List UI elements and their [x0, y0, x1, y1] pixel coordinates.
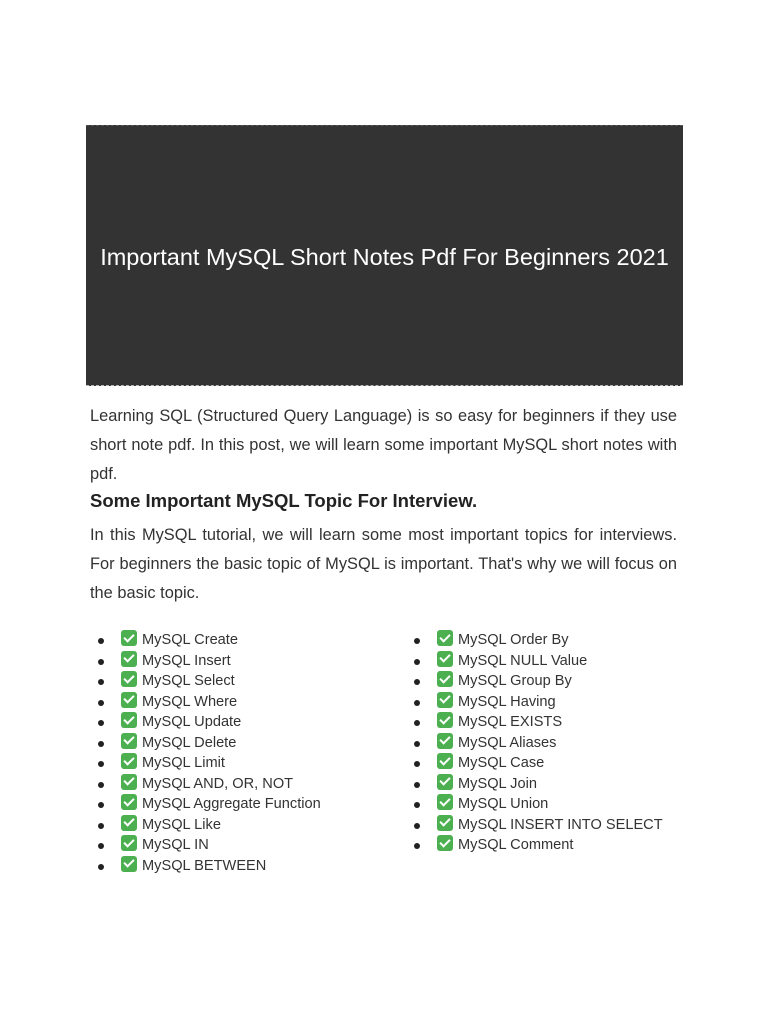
topic-label: MySQL NULL Value: [458, 652, 588, 669]
title-banner: [86, 125, 683, 386]
bullet-icon: [414, 679, 420, 685]
topic-label: MySQL EXISTS: [458, 714, 563, 730]
list-item: [98, 774, 321, 795]
topic-label: MySQL Create: [142, 632, 238, 648]
topic-label: MySQL Case: [458, 755, 545, 771]
topic-label: MySQL Update: [142, 714, 242, 730]
check-mark-icon: [437, 712, 453, 728]
bullet-icon: [98, 782, 104, 788]
bullet-icon: [98, 720, 104, 726]
check-mark-icon: [121, 630, 137, 646]
intro-paragraph: Learning SQL (Structured Query Language) is so easy for beginners if they use short note pdf. In this post, we will learn some important MySQL short notes with pdf.: [90, 407, 677, 483]
bullet-icon: [414, 761, 420, 767]
check-mark-icon: [121, 856, 137, 872]
bullet-icon: [414, 720, 420, 726]
bullet-icon: [98, 679, 104, 685]
bullet-icon: [414, 638, 420, 644]
list-item: [414, 794, 663, 815]
bullet-icon: [98, 802, 104, 808]
list-item: [98, 835, 321, 856]
topic-label: MySQL Join: [458, 775, 537, 792]
check-mark-icon: [121, 753, 137, 769]
topic-list-left: [98, 630, 321, 876]
topic-label: MySQL Where: [142, 693, 238, 710]
topic-label: MySQL Group By: [458, 673, 572, 689]
list-item: [98, 671, 321, 692]
list-item: [414, 733, 663, 754]
bullet-icon: [98, 843, 104, 849]
topic-label: MySQL BETWEEN: [142, 857, 267, 874]
list-item: [98, 794, 321, 815]
bullet-icon: [98, 638, 104, 644]
bullet-icon: [414, 659, 420, 665]
check-mark-icon: [437, 630, 453, 646]
check-mark-icon: [121, 815, 137, 831]
list-item: [98, 753, 321, 774]
list-item: [98, 651, 321, 672]
bullet-icon: [414, 843, 420, 849]
list-item: [414, 835, 663, 856]
topic-label: MySQL AND, OR, NOT: [142, 775, 294, 792]
list-item: [414, 630, 663, 651]
list-item: [414, 753, 663, 774]
bullet-icon: [414, 802, 420, 808]
topic-label: MySQL Insert: [142, 652, 231, 669]
bullet-icon: [98, 864, 104, 870]
list-item: [98, 712, 321, 733]
check-mark-icon: [121, 712, 137, 728]
check-mark-icon: [121, 835, 137, 851]
list-item: [98, 692, 321, 713]
check-mark-icon: [437, 692, 453, 708]
check-mark-icon: [437, 794, 453, 810]
check-mark-icon: [121, 671, 137, 687]
check-mark-icon: [121, 774, 137, 790]
topic-list-right: [414, 630, 663, 856]
topic-label: MySQL Order By: [458, 632, 569, 648]
bullet-icon: [414, 700, 420, 706]
list-item: [98, 856, 321, 877]
section-paragraph: In this MySQL tutorial, we will learn some most important topics for interviews. For beginners the basic topic of MySQL is important. That's why we will focus on the basic topic.: [90, 526, 677, 602]
check-mark-icon: [437, 753, 453, 769]
check-mark-icon: [437, 733, 453, 749]
list-item: [414, 651, 663, 672]
topic-label: MySQL Aliases: [458, 734, 557, 751]
topic-label: MySQL Union: [458, 796, 549, 812]
check-mark-icon: [437, 815, 453, 831]
topic-label: MySQL Limit: [142, 755, 225, 771]
bullet-icon: [98, 761, 104, 767]
topic-label: MySQL Aggregate Function: [142, 796, 321, 812]
list-item: [98, 815, 321, 836]
topic-label: MySQL INSERT INTO SELECT: [458, 816, 663, 833]
list-item: [98, 630, 321, 651]
list-item: [98, 733, 321, 754]
check-mark-icon: [121, 692, 137, 708]
section-heading: Some Important MySQL Topic For Interview.: [90, 490, 478, 511]
topic-label: MySQL Like: [142, 816, 221, 833]
topic-label: MySQL Delete: [142, 734, 237, 751]
list-item: [414, 774, 663, 795]
check-mark-icon: [121, 651, 137, 667]
list-item: [414, 671, 663, 692]
bullet-icon: [414, 782, 420, 788]
list-item: [414, 712, 663, 733]
banner-title: Important MySQL Short Notes Pdf For Beginners 2021: [100, 244, 669, 270]
check-mark-icon: [121, 794, 137, 810]
list-item: [414, 815, 663, 836]
check-mark-icon: [121, 733, 137, 749]
list-item: [414, 692, 663, 713]
check-mark-icon: [437, 671, 453, 687]
bullet-icon: [98, 659, 104, 665]
bullet-icon: [98, 823, 104, 829]
bullet-icon: [98, 700, 104, 706]
check-mark-icon: [437, 651, 453, 667]
bullet-icon: [414, 741, 420, 747]
bullet-icon: [414, 823, 420, 829]
topic-label: MySQL Having: [458, 693, 556, 710]
topic-label: MySQL Select: [142, 673, 235, 689]
topic-label: MySQL Comment: [458, 837, 574, 853]
check-mark-icon: [437, 774, 453, 790]
check-mark-icon: [437, 835, 453, 851]
bullet-icon: [98, 741, 104, 747]
topic-label: MySQL IN: [142, 837, 209, 853]
